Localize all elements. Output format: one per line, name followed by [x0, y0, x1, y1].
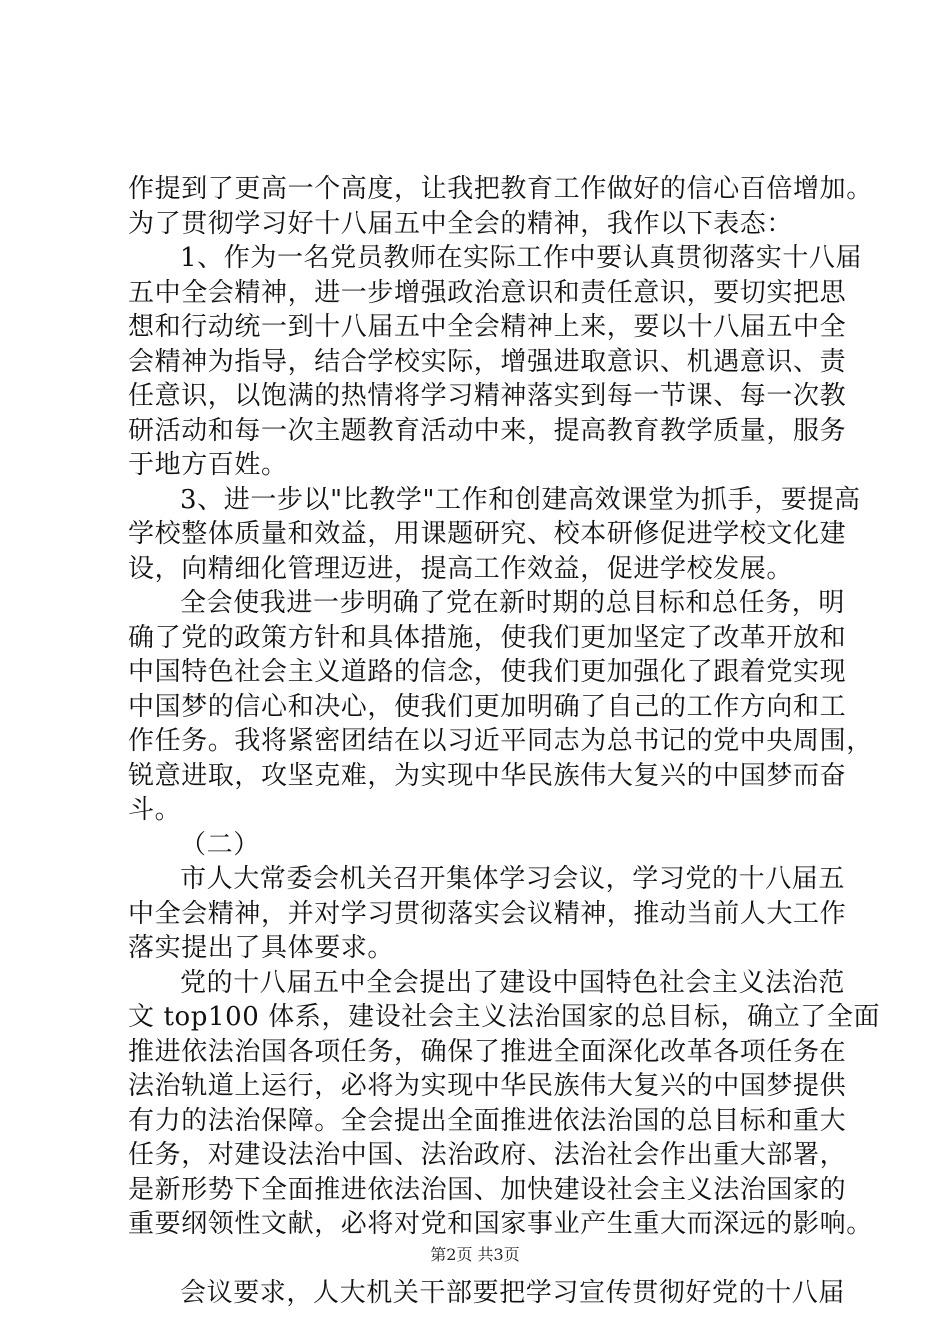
text-line: 作任务。我将紧密团结在以习近平同志为总书记的党中央周围，: [128, 726, 873, 756]
page-number-footer: 第2页 共3页: [430, 1245, 520, 1264]
text-line: 作提到了更高一个高度，让我把教育工作做好的信心百倍增加。: [128, 174, 873, 204]
text-line: 确了党的政策方针和具体措施，使我们更加坚定了改革开放和: [128, 622, 847, 653]
text-line: 斗。: [128, 795, 182, 825]
text-line: 锐意进取，攻坚克难，为实现中华民族伟大复兴的中国梦而奋: [128, 760, 847, 791]
text-line: 1、作为一名党员教师在实际工作中要认真贯彻落实十八届: [180, 243, 863, 273]
text-line: 党的十八届五中全会提出了建设中国特色社会主义法治范: [180, 967, 846, 998]
text-line: 研活动和每一次主题教育活动中来，提高教育教学质量，服务: [128, 415, 847, 446]
text-line: 中国梦的信心和决心，使我们更加明确了自己的工作方向和工: [128, 691, 847, 722]
text-line: 3、进一步以"比教学"工作和创建高效课堂为抓手，要提高: [180, 484, 861, 515]
text-line: 文 top100 体系，建设社会主义法治国家的总目标，确立了全面: [128, 1002, 881, 1032]
text-line: 任务，对建设法治中国、法治政府、法治社会作出重大部署，: [128, 1140, 847, 1170]
text-line: 五中全会精神，进一步增强政治意识和责任意识，要切实把思: [128, 277, 847, 308]
text-line: 为了贯彻学习好十八届五中全会的精神，我作以下表态：: [128, 208, 794, 239]
text-line: 有力的法治保障。全会提出全面推进依法治国的总目标和重大: [128, 1105, 847, 1136]
section-heading: （二）: [180, 829, 260, 860]
text-line: 中国特色社会主义道路的信念，使我们更加强化了跟着党实现: [128, 657, 847, 687]
text-line: 于地方百姓。: [128, 450, 288, 480]
text-line: 中全会精神，并对学习贯彻落实会议精神，推动当前人大工作: [128, 898, 847, 929]
text-line: 重要纲领性文献，必将对党和国家事业产生重大而深远的影响。: [128, 1209, 873, 1239]
document-body: [128, 172, 881, 1311]
text-line: 落实提出了具体要求。: [128, 933, 395, 963]
text-line: 会议要求，人大机关干部要把学习宣传贯彻好党的十八届: [180, 1278, 846, 1308]
text-line: 推进依法治国各项任务，确保了推进全面深化改革各项任务在: [128, 1036, 847, 1067]
text-line: 全会使我进一步明确了党在新时期的总目标和总任务，明: [180, 588, 846, 618]
text-line: 是新形势下全面推进依法治国、加快建设社会主义法治国家的: [128, 1174, 847, 1205]
text-line: 会精神为指导，结合学校实际，增强进取意识、机遇意识、责: [128, 346, 847, 377]
text-line: 想和行动统一到十八届五中全会精神上来，要以十八届五中全: [128, 312, 847, 342]
text-line: 市人大常委会机关召开集体学习会议，学习党的十八届五: [180, 864, 846, 894]
text-line: 设，向精细化管理迈进，提高工作效益，促进学校发展。: [128, 553, 794, 584]
text-line: 法治轨道上运行，必将为实现中华民族伟大复兴的中国梦提供: [128, 1071, 847, 1101]
text-line: 学校整体质量和效益，用课题研究、校本研修促进学校文化建: [128, 519, 847, 549]
text-line: 任意识，以饱满的热情将学习精神落实到每一节课、每一次教: [128, 381, 847, 411]
